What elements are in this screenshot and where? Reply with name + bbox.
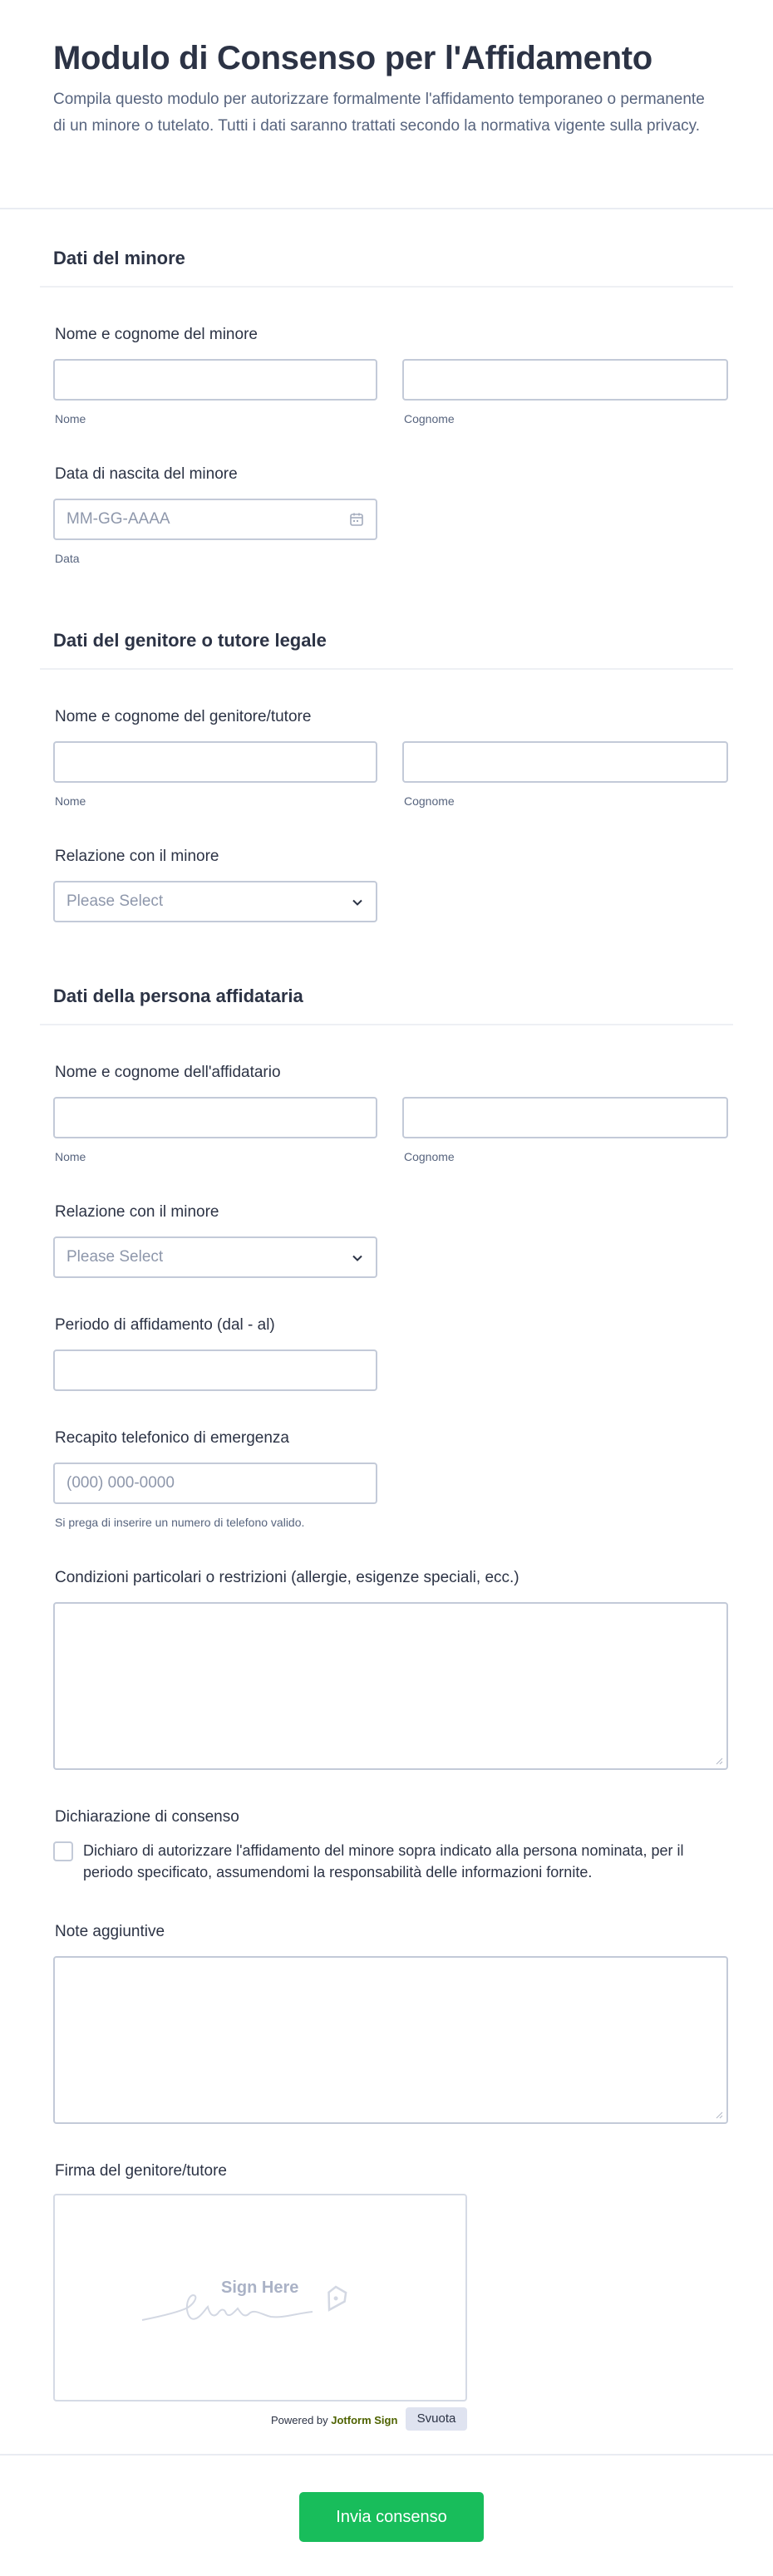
section-title-guardian: Dati del genitore o tutore legale (53, 630, 327, 651)
caregiver-relation-select[interactable] (53, 1236, 377, 1278)
form-title: Modulo di Consenso per l'Affidamento (53, 40, 652, 76)
period-input[interactable] (53, 1349, 377, 1391)
dob-placeholder: MM-GG-AAAA (66, 510, 170, 528)
caregiver-last-name-input[interactable] (402, 1097, 728, 1138)
section-divider (40, 668, 733, 670)
period-label: Periodo di affidamento (dal - al) (55, 1316, 275, 1334)
chevron-down-icon (351, 896, 364, 909)
guardian-name-label: Nome e cognome del genitore/tutore (55, 708, 312, 725)
powered-by-text (271, 2414, 397, 2426)
dob-sublabel: Data (55, 552, 80, 565)
conditions-label: Condizioni particolari o restrizioni (allergie, esigenze speciali, ecc.) (55, 1569, 519, 1586)
section-divider (40, 1024, 733, 1025)
notes-label: Note aggiuntive (55, 1923, 165, 1940)
consent-text[interactable]: Dichiaro di autorizzare l'affidamento del minore sopra indicato alla persona nominata, per il periodo specificato, assumendomi la responsabilità delle informazioni fornite. (83, 1842, 684, 1880)
guardian-first-name-sublabel: Nome (55, 794, 86, 808)
select-placeholder: Please Select (66, 1248, 164, 1266)
minor-first-name-input[interactable] (53, 359, 377, 401)
consent-checkbox[interactable] (53, 1841, 73, 1861)
section-title-caregiver: Dati della persona affidataria (53, 986, 303, 1006)
notes-textarea[interactable] (53, 1956, 728, 2124)
powered-prefix: Powered by (271, 2414, 332, 2426)
guardian-last-name-sublabel: Cognome (404, 794, 455, 808)
minor-name-label: Nome e cognome del minore (55, 326, 258, 343)
guardian-relation-label: Relazione con il minore (55, 848, 219, 865)
minor-first-name-sublabel: Nome (55, 412, 86, 425)
submit-button[interactable]: Invia consenso (299, 2492, 484, 2542)
clear-signature-button[interactable]: Svuota (406, 2407, 467, 2431)
phone-placeholder: (000) 000-0000 (66, 1474, 175, 1492)
section-divider (40, 286, 733, 288)
phone-label: Recapito telefonico di emergenza (55, 1429, 290, 1447)
footer-divider (0, 2454, 773, 2456)
resize-handle-icon[interactable] (715, 1757, 723, 1765)
phone-input[interactable] (53, 1463, 377, 1504)
caregiver-last-name-sublabel: Cognome (404, 1150, 455, 1163)
signature-hint: Sign Here (221, 2279, 299, 2297)
section-title-minor: Dati del minore (53, 248, 185, 268)
conditions-textarea[interactable] (53, 1602, 728, 1770)
minor-dob-label: Data di nascita del minore (55, 465, 238, 483)
consent-label: Dichiarazione di consenso (55, 1808, 239, 1826)
signature-pad[interactable] (53, 2194, 467, 2401)
form-header (0, 0, 773, 209)
phone-sublabel: Si prega di inserire un numero di telefono valido. (55, 1516, 305, 1529)
resize-handle-icon[interactable] (715, 2111, 723, 2119)
caregiver-name-label: Nome e cognome dell'affidatario (55, 1064, 281, 1081)
caregiver-first-name-input[interactable] (53, 1097, 377, 1138)
minor-last-name-input[interactable] (402, 359, 728, 401)
form-description: Compila questo modulo per autorizzare formalmente l'affidamento temporaneo o permanente di un minore o tutelato. Tutti i dati saranno trattati secondo la normativa vigente sulla privacy. (53, 91, 705, 135)
caregiver-first-name-sublabel: Nome (55, 1150, 86, 1163)
minor-last-name-sublabel: Cognome (404, 412, 455, 425)
signature-label: Firma del genitore/tutore (55, 2162, 227, 2180)
powered-brand[interactable]: Jotform Sign (331, 2414, 398, 2426)
guardian-last-name-input[interactable] (402, 741, 728, 783)
minor-dob-input[interactable] (53, 499, 377, 540)
caregiver-relation-label: Relazione con il minore (55, 1203, 219, 1221)
select-placeholder: Please Select (66, 892, 164, 910)
calendar-icon[interactable] (349, 512, 364, 527)
chevron-down-icon (351, 1251, 364, 1265)
guardian-first-name-input[interactable] (53, 741, 377, 783)
guardian-relation-select[interactable] (53, 881, 377, 922)
